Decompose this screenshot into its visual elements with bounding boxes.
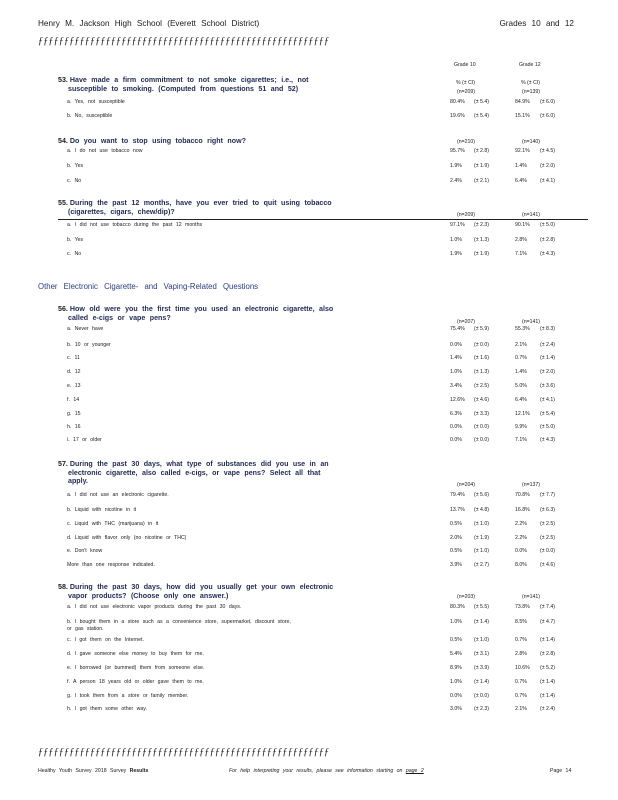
grade-12-ci: (± 5.0) — [540, 222, 555, 228]
grade-12-percent: 84.9% — [515, 99, 530, 105]
grade-10-ci: (± 3.3) — [474, 411, 489, 417]
school-header: Henry M. Jackson High School (Everett School District) — [38, 19, 260, 28]
grade-10-sample-size: (n=203) — [457, 594, 476, 600]
footer-page-number: Page 14 — [550, 768, 572, 774]
answer-label: b. Yes — [67, 163, 84, 169]
grade-12-header: Grade 12 — [519, 62, 541, 68]
grade-12-sample-size: (n=141) — [522, 319, 541, 325]
grade-10-ci: (± 1.0) — [474, 637, 489, 643]
grade-12-sample-size: (n=141) — [522, 594, 541, 600]
grade-12-sample-size: (n=137) — [522, 482, 541, 488]
answer-label: d. I gave someone else money to buy them for me. — [67, 651, 204, 657]
grade-10-ci: (± 0.0) — [474, 693, 489, 699]
question-number: 54. — [58, 137, 68, 145]
grade-10-ci: (± 1.4) — [474, 619, 489, 625]
answer-label: h. I got them some other way. — [67, 706, 147, 712]
answer-label: a. I did not use tobacco during the past 12 months — [67, 222, 203, 228]
answer-label: a. I do not use tobacco now — [67, 148, 143, 154]
question-text-line: During the past 12 months, have you ever tried to quit using tobacco — [69, 199, 332, 207]
grade-12-ci: (± 7.7) — [540, 492, 555, 498]
grade-10-sample-size: (n=210) — [457, 139, 476, 145]
answer-label: b. 10 or younger — [67, 342, 111, 348]
grade-10-ci: (± 1.9) — [474, 163, 489, 169]
grade-12-percent: 2.1% — [515, 706, 527, 712]
grade-10-sample-size: (n=204) — [457, 482, 476, 488]
answer-label: b. Liquid with nicotine in it — [67, 507, 137, 513]
grade-10-percent: 1.0% — [450, 369, 462, 375]
grade-10-percent: 8.9% — [450, 665, 462, 671]
question-text-line: called e-cigs or vape pens? — [68, 313, 171, 322]
grade-12-ci: (± 2.5) — [540, 521, 555, 527]
grade-10-percent: 80.3% — [450, 604, 465, 610]
grade-10-percent: 1.0% — [450, 237, 462, 243]
footer-left — [38, 768, 148, 774]
grade-10-percent: 80.4% — [450, 99, 465, 105]
grade-10-sample-size: (n=209) — [457, 89, 476, 95]
grade-10-ci: (± 1.9) — [474, 535, 489, 541]
answer-label: More than one response indicated. — [67, 562, 155, 568]
grade-12-percent: 12.1% — [515, 411, 530, 417]
grade-12-ci: (± 1.4) — [540, 355, 555, 361]
question-56 — [58, 305, 358, 322]
grade-10-ci: (± 4.8) — [474, 507, 489, 513]
grade-12-ci: (± 4.5) — [540, 148, 555, 154]
question-number: 58. — [58, 583, 68, 591]
grade-10-header: Grade 10 — [454, 62, 476, 68]
grade-12-percent: 2.1% — [515, 342, 527, 348]
grade-10-ci: (± 1.3) — [474, 369, 489, 375]
footer-results-label: Results — [129, 768, 149, 774]
answer-label: c. 11 — [67, 355, 80, 361]
answer-label: c. I got them on the Internet. — [67, 637, 144, 643]
grade-12-ci: (± 2.8) — [540, 651, 555, 657]
question-text-line: vapor products? (Choose only one answer.) — [68, 591, 229, 600]
grade-10-percent: 0.5% — [450, 637, 462, 643]
grade-10-percent: 1.0% — [450, 619, 462, 625]
grade-12-percent: 6.4% — [515, 397, 527, 403]
footer-center — [229, 768, 424, 774]
footer-survey-label: Healthy Youth Survey 2018 Survey — [38, 768, 127, 774]
grade-10-percent: 1.9% — [450, 251, 462, 257]
grade-12-ci: (± 4.3) — [540, 251, 555, 257]
grade-10-ci: (± 1.9) — [474, 251, 489, 257]
answer-label: f. 14 — [67, 397, 80, 403]
grade-12-percent: 2.8% — [515, 651, 527, 657]
question-53 — [58, 76, 358, 93]
grade-12-percent: 15.1% — [515, 113, 530, 119]
grade-12-ci: (± 2.0) — [540, 163, 555, 169]
grade-12-sample-size: (n=140) — [522, 139, 541, 145]
grades-header: Grades 10 and 12 — [499, 19, 574, 28]
question-57 — [58, 460, 358, 486]
grade-12-percent: 90.1% — [515, 222, 530, 228]
grade-12-ci: (± 6.3) — [540, 507, 555, 513]
question-text-line: Have made a firm commitment to not smoke cigarettes; i.e., not — [69, 76, 309, 84]
grade-10-ci: (± 0.0) — [474, 437, 489, 443]
answer-label: e. 13 — [67, 383, 81, 389]
grade-12-ci: (± 5.4) — [540, 411, 555, 417]
grade-10-percent: 1.9% — [450, 163, 462, 169]
grade-12-percent: 0.7% — [515, 637, 527, 643]
grade-10-percent: 0.5% — [450, 548, 462, 554]
grade-12-percent: 1.4% — [515, 369, 527, 375]
grade-12-ci-header: % (± CI) — [521, 80, 540, 86]
grade-12-ci: (± 2.0) — [540, 369, 555, 375]
grade-10-ci: (± 5.4) — [474, 99, 489, 105]
grade-12-percent: 7.1% — [515, 437, 527, 443]
grade-12-percent: 92.1% — [515, 148, 530, 154]
grade-12-ci: (± 4.1) — [540, 178, 555, 184]
grade-12-percent: 5.0% — [515, 383, 527, 389]
grade-10-ci: (± 4.6) — [474, 397, 489, 403]
answer-label: g. 15 — [67, 411, 81, 417]
question-54 — [58, 137, 358, 146]
grade-10-percent: 97.1% — [450, 222, 465, 228]
grade-10-ci: (± 5.9) — [474, 326, 489, 332]
question-number: 57. — [58, 460, 68, 468]
grade-10-ci: (± 1.0) — [474, 521, 489, 527]
question-number: 56. — [58, 305, 68, 313]
grade-12-ci: (± 4.3) — [540, 437, 555, 443]
grade-12-ci: (± 7.4) — [540, 604, 555, 610]
table-divider — [58, 219, 588, 220]
grade-10-percent: 79.4% — [450, 492, 465, 498]
grade-10-percent: 0.5% — [450, 521, 462, 527]
grade-10-ci: (± 2.5) — [474, 383, 489, 389]
grade-12-percent: 0.7% — [515, 355, 527, 361]
grade-12-percent: 7.1% — [515, 251, 527, 257]
grade-10-percent: 95.7% — [450, 148, 465, 154]
question-number: 55. — [58, 199, 68, 207]
grade-12-sample-size: (n=139) — [522, 89, 541, 95]
grade-10-percent: 13.7% — [450, 507, 465, 513]
grade-10-percent: 6.3% — [450, 411, 462, 417]
answer-label: b. I bought them in a store such as a convenience store, supermarket, discount store, — [67, 619, 291, 625]
grade-12-ci: (± 3.6) — [540, 383, 555, 389]
grade-12-ci: (± 1.4) — [540, 693, 555, 699]
grade-12-percent: 2.2% — [515, 535, 527, 541]
answer-label: b. Yes — [67, 237, 84, 243]
grade-12-ci: (± 8.3) — [540, 326, 555, 332]
grade-10-percent: 2.0% — [450, 535, 462, 541]
grade-12-ci: (± 4.1) — [540, 397, 555, 403]
grade-12-ci: (± 2.4) — [540, 706, 555, 712]
grade-10-ci: (± 0.0) — [474, 342, 489, 348]
grade-10-sample-size: (n=209) — [457, 212, 476, 218]
answer-label: e. Don't know — [67, 548, 103, 554]
answer-label: g. I took them from a store or family member. — [67, 693, 189, 699]
grade-12-percent: 2.2% — [515, 521, 527, 527]
grade-10-ci: (± 2.8) — [474, 148, 489, 154]
grade-10-ci: (± 0.0) — [474, 424, 489, 430]
question-55 — [58, 199, 358, 216]
answer-label: c. No — [67, 251, 82, 257]
question-58 — [58, 583, 358, 600]
grade-10-sample-size: (n=207) — [457, 319, 476, 325]
answer-label: i. 17 or older — [67, 437, 102, 443]
grade-10-ci: (± 2.3) — [474, 706, 489, 712]
grade-10-percent: 0.0% — [450, 424, 462, 430]
grade-12-ci: (± 2.5) — [540, 535, 555, 541]
grade-12-percent: 10.6% — [515, 665, 530, 671]
question-text-line: During the past 30 days, what type of substances did you use in an — [69, 460, 329, 468]
grade-12-sample-size: (n=141) — [522, 212, 541, 218]
bottom-rule: ƒƒƒƒƒƒƒƒƒƒƒƒƒƒƒƒƒƒƒƒƒƒƒƒƒƒƒƒƒƒƒƒƒƒƒƒƒƒƒƒƒƒƒƒƒƒƒƒƒƒƒƒƒƒƒƒ — [38, 747, 330, 758]
grade-12-percent: 6.4% — [515, 178, 527, 184]
answer-label: d. 12 — [67, 369, 81, 375]
grade-10-ci: (± 2.1) — [474, 178, 489, 184]
question-text-line: During the past 30 days, how did you usually get your own electronic — [69, 583, 334, 591]
grade-12-ci: (± 5.0) — [540, 424, 555, 430]
footer-page-link[interactable]: page 2 — [405, 768, 424, 774]
grade-10-percent: 0.0% — [450, 437, 462, 443]
grade-10-percent: 5.4% — [450, 651, 462, 657]
grade-12-percent: 8.5% — [515, 619, 527, 625]
grade-10-percent: 19.6% — [450, 113, 465, 119]
grade-10-percent: 1.4% — [450, 355, 462, 361]
question-text-line: apply. — [68, 477, 88, 486]
grade-12-percent: 0.7% — [515, 679, 527, 685]
grade-12-percent: 2.8% — [515, 237, 527, 243]
grade-12-percent: 9.9% — [515, 424, 527, 430]
question-text-line: electronic cigarette, also called e-cigs, or vape pens? Select all that — [68, 468, 321, 477]
grade-12-percent: 73.8% — [515, 604, 530, 610]
grade-12-ci: (± 2.8) — [540, 237, 555, 243]
grade-10-percent: 12.6% — [450, 397, 465, 403]
grade-10-percent: 3.9% — [450, 562, 462, 568]
grade-10-ci: (± 2.7) — [474, 562, 489, 568]
grade-12-percent: 55.3% — [515, 326, 530, 332]
grade-12-percent: 8.0% — [515, 562, 527, 568]
grade-10-percent: 75.4% — [450, 326, 465, 332]
grade-10-percent: 0.0% — [450, 693, 462, 699]
answer-label: a. Yes, not susceptible — [67, 99, 125, 105]
answer-label: a. Never have — [67, 326, 104, 332]
grade-10-ci: (± 2.3) — [474, 222, 489, 228]
grade-12-ci: (± 1.4) — [540, 637, 555, 643]
grade-12-ci: (± 6.0) — [540, 113, 555, 119]
grade-10-ci: (± 5.6) — [474, 492, 489, 498]
answer-label: a. I did not use an electronic cigarette. — [67, 492, 169, 498]
answer-label: e. I borrowed (or bummed) them from someone else. — [67, 665, 205, 671]
grade-12-ci: (± 6.0) — [540, 99, 555, 105]
grade-10-ci: (± 5.4) — [474, 113, 489, 119]
grade-10-percent: 1.0% — [450, 679, 462, 685]
question-text-line: Do you want to stop using tobacco right now? — [69, 137, 246, 145]
grade-10-ci: (± 3.1) — [474, 651, 489, 657]
grade-10-ci: (± 1.4) — [474, 679, 489, 685]
answer-label-continued: or gas station. — [67, 626, 104, 632]
grade-12-ci: (± 0.0) — [540, 548, 555, 554]
grade-12-ci: (± 4.6) — [540, 562, 555, 568]
grade-10-percent: 3.4% — [450, 383, 462, 389]
answer-label: d. Liquid with flavor only (no nicotine or THC) — [67, 535, 187, 541]
grade-12-percent: 1.4% — [515, 163, 527, 169]
question-text-line: How old were you the first time you used an electronic cigarette, also — [69, 305, 334, 313]
grade-10-ci-header: % (± CI) — [456, 80, 475, 86]
question-text-line: (cigarettes, cigars, chew/dip)? — [68, 207, 175, 216]
grade-10-percent: 0.0% — [450, 342, 462, 348]
grade-10-percent: 3.0% — [450, 706, 462, 712]
answer-label: c. No — [67, 178, 82, 184]
grade-12-ci: (± 4.7) — [540, 619, 555, 625]
grade-10-ci: (± 1.0) — [474, 548, 489, 554]
grade-12-percent: 0.0% — [515, 548, 527, 554]
answer-label: b. No, susceptible — [67, 113, 113, 119]
section-title: Other Electronic Cigarette- and Vaping-Related Questions — [38, 282, 259, 291]
question-text-line: susceptible to smoking. (Computed from questions 51 and 52) — [68, 84, 299, 93]
grade-10-ci: (± 5.5) — [474, 604, 489, 610]
answer-label: f. A person 18 years old or older gave them to me. — [67, 679, 204, 685]
question-number: 53. — [58, 76, 68, 84]
answer-label: h. 16 — [67, 424, 81, 430]
footer-help-text: For help interpreting your results, please see information starting on — [229, 768, 403, 774]
grade-12-percent: 70.8% — [515, 492, 530, 498]
grade-10-ci: (± 1.6) — [474, 355, 489, 361]
grade-10-percent: 2.4% — [450, 178, 462, 184]
answer-label: a. I did not use electronic vapor products during the past 30 days. — [67, 604, 242, 610]
grade-10-ci: (± 1.3) — [474, 237, 489, 243]
grade-12-ci: (± 2.4) — [540, 342, 555, 348]
grade-12-ci: (± 5.2) — [540, 665, 555, 671]
grade-12-percent: 16.8% — [515, 507, 530, 513]
grade-10-ci: (± 3.9) — [474, 665, 489, 671]
answer-label: c. Liquid with THC (marijuana) in it — [67, 521, 159, 527]
grade-12-ci: (± 1.4) — [540, 679, 555, 685]
grade-12-percent: 0.7% — [515, 693, 527, 699]
top-rule: ƒƒƒƒƒƒƒƒƒƒƒƒƒƒƒƒƒƒƒƒƒƒƒƒƒƒƒƒƒƒƒƒƒƒƒƒƒƒƒƒƒƒƒƒƒƒƒƒƒƒƒƒƒƒƒƒ — [38, 36, 330, 47]
